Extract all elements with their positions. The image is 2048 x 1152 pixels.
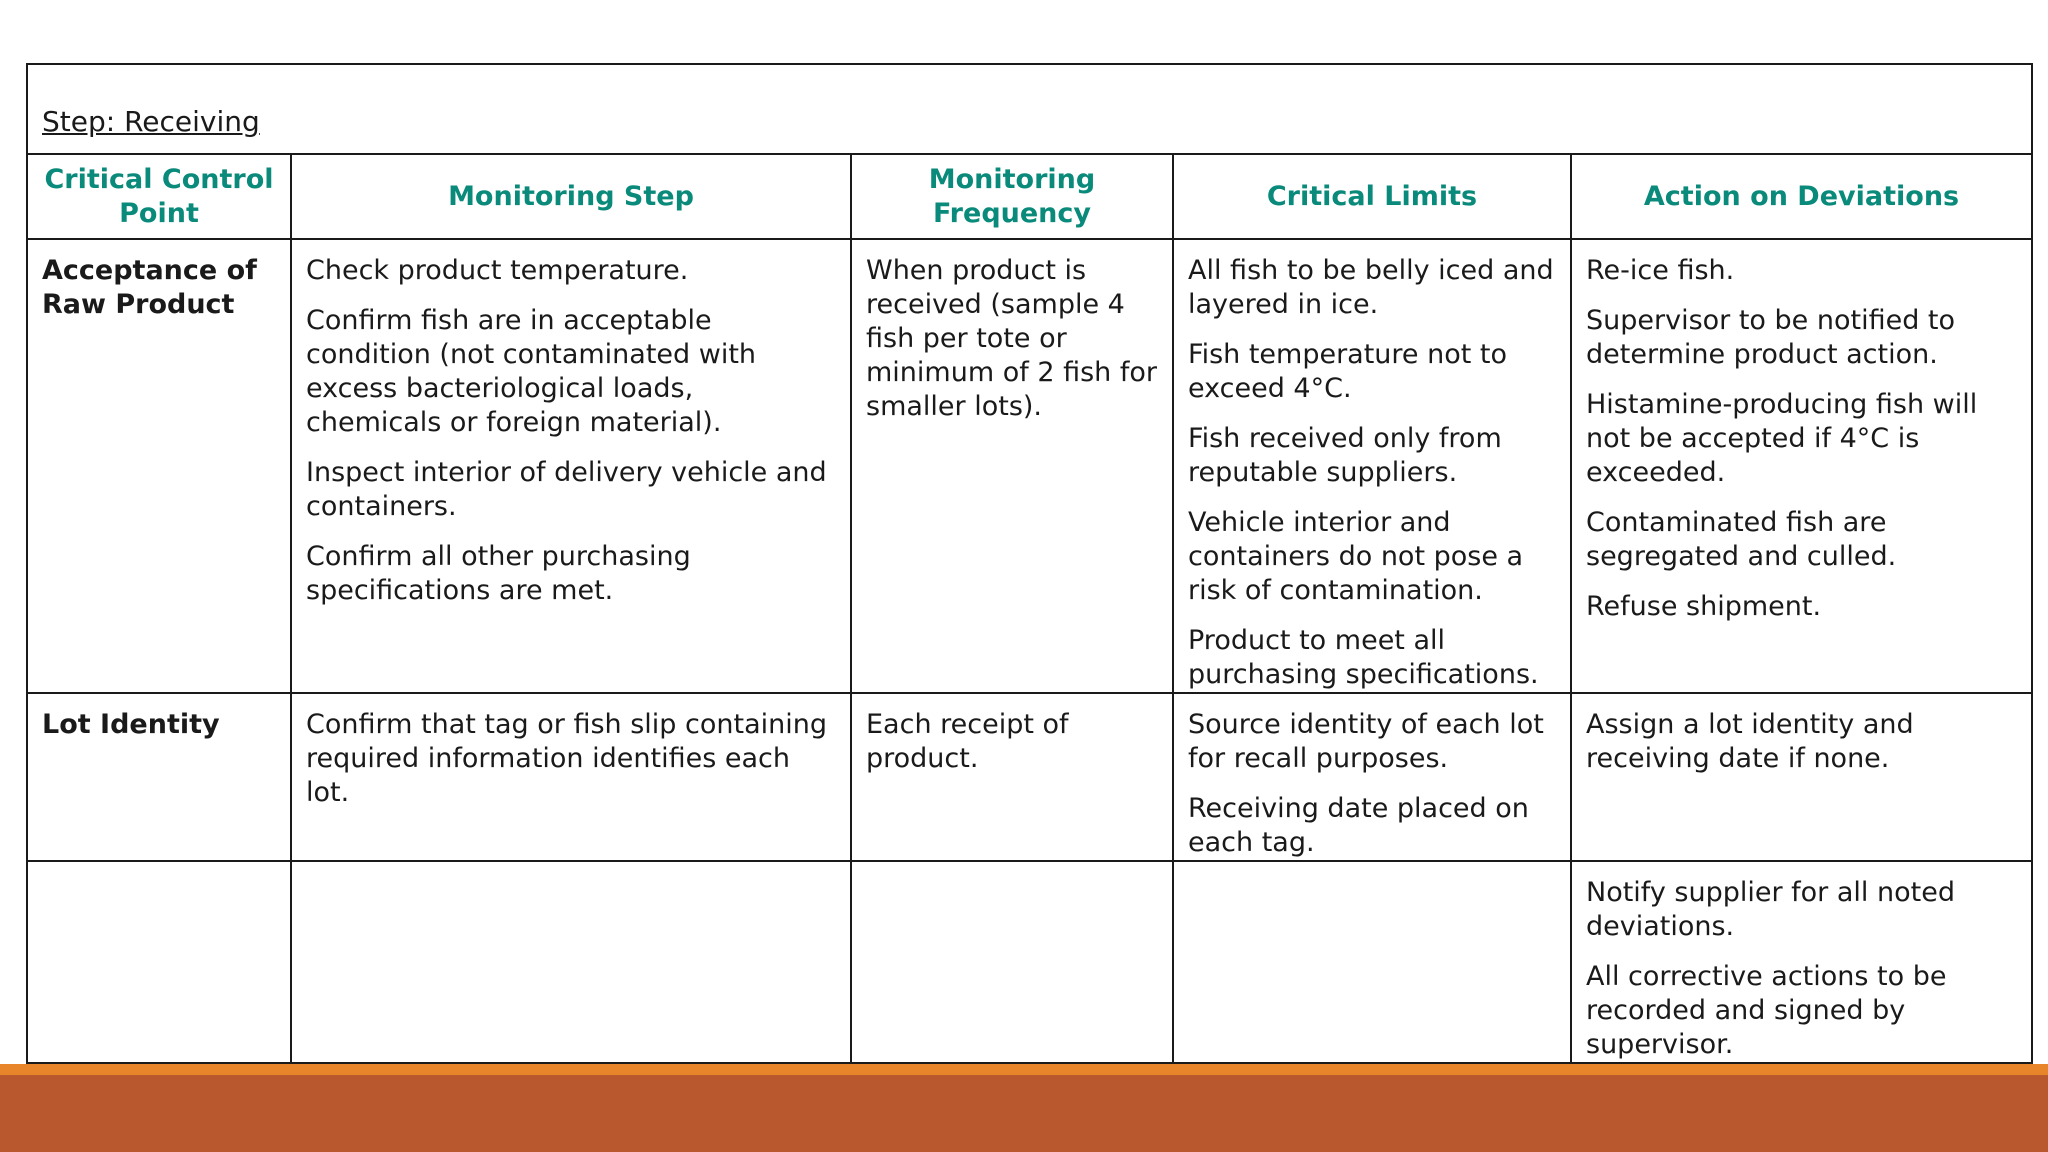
table-row: [27, 861, 2032, 1063]
critical-limits-text: Product to meet all purchasing specifications.: [1188, 625, 1539, 690]
ccp-cell: [27, 239, 291, 693]
critical-limits-text: Vehicle interior and containers do not pose a risk of contamination.: [1188, 507, 1524, 606]
ccp-label: Acceptance of Raw Product: [42, 255, 257, 320]
monitoring-frequency-text: When product is received (sample 4 fish per tote or minimum of 2 fish for smaller lots).: [866, 255, 1157, 422]
action-on-deviations-cell: [1571, 861, 2032, 1063]
monitoring-step-cell: [291, 693, 851, 861]
action-on-deviations-cell: [1571, 693, 2032, 861]
critical-limits-text: Fish temperature not to exceed 4°C.: [1188, 339, 1508, 404]
action-text: Refuse shipment.: [1586, 591, 1822, 622]
monitoring-step-cell: [291, 861, 851, 1063]
footer-stripe: [0, 1064, 2048, 1075]
header-monitoring-step: Monitoring Step: [291, 154, 851, 239]
action-text: Histamine-producing fish will not be accepted if 4°C is exceeded.: [1586, 389, 1978, 488]
header-monitoring-frequency: Monitoring Frequency: [851, 154, 1173, 239]
action-text: Notify supplier for all noted deviations.: [1586, 877, 1955, 942]
critical-limits-cell: [1173, 861, 1571, 1063]
monitoring-step-cell: [291, 239, 851, 693]
ccp-label: Lot Identity: [42, 709, 220, 740]
monitoring-frequency-cell: [851, 693, 1173, 861]
monitoring-step-text: Inspect interior of delivery vehicle and containers.: [306, 457, 827, 522]
critical-limits-cell: [1173, 693, 1571, 861]
critical-limits-text: Receiving date placed on each tag.: [1188, 793, 1529, 858]
monitoring-step-text: Confirm fish are in acceptable condition (not contaminated with excess bacteriological loads, chemicals or foreign material).: [306, 305, 757, 438]
monitoring-frequency-cell: [851, 239, 1173, 693]
step-cell: [27, 64, 2032, 154]
step-row: [27, 64, 2032, 154]
header-critical-control-point: Critical Control Point: [27, 154, 291, 239]
critical-limits-cell: [1173, 239, 1571, 693]
critical-limits-text: Source identity of each lot for recall purposes.: [1188, 709, 1544, 774]
action-text: All corrective actions to be recorded and signed by supervisor.: [1586, 961, 1947, 1060]
monitoring-step-text: Confirm all other purchasing specifications are met.: [306, 541, 691, 606]
haccp-table: [26, 63, 2033, 1064]
action-text: Supervisor to be notified to determine product action.: [1586, 305, 1956, 370]
step-title: Step: Receiving: [42, 105, 260, 138]
monitoring-frequency-text: Each receipt of product.: [866, 709, 1069, 774]
action-on-deviations-cell: [1571, 239, 2032, 693]
action-text: Re-ice fish.: [1586, 255, 1735, 286]
table-row: [27, 693, 2032, 861]
footer-band: [0, 1075, 2048, 1152]
action-text: Contaminated fish are segregated and culled.: [1586, 507, 1897, 572]
ccp-cell: [27, 693, 291, 861]
table-row: [27, 239, 2032, 693]
ccp-cell: [27, 861, 291, 1063]
monitoring-step-text: Check product temperature.: [306, 255, 689, 286]
header-action-on-deviations: Action on Deviations: [1571, 154, 2032, 239]
critical-limits-text: All fish to be belly iced and layered in ice.: [1188, 255, 1554, 320]
header-critical-limits: Critical Limits: [1173, 154, 1571, 239]
action-text: Assign a lot identity and receiving date if none.: [1586, 709, 1914, 774]
critical-limits-text: Fish received only from reputable suppliers.: [1188, 423, 1502, 488]
monitoring-frequency-cell: [851, 861, 1173, 1063]
header-row: [27, 154, 2032, 239]
monitoring-step-text: Confirm that tag or fish slip containing required information identifies each lot.: [306, 709, 828, 808]
